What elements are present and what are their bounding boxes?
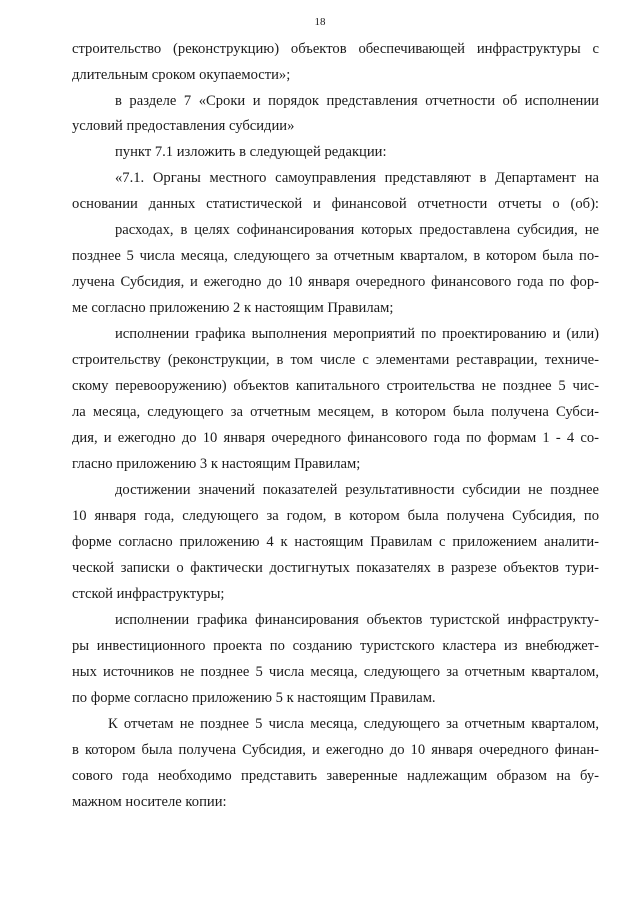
text-line: ла месяца, следующего за отчетным месяцем, в котором была получена Субси- bbox=[72, 404, 599, 420]
text-line: строительство (реконструкцию) объектов обеспечивающей инфраструктуры с bbox=[72, 41, 599, 57]
text-line: в разделе 7 «Сроки и порядок представления отчетности об исполнении bbox=[115, 93, 599, 109]
text-line: скому перевооружению) объектов капитального строительства не позднее 5 чис- bbox=[72, 378, 599, 394]
page-number: 18 bbox=[314, 16, 326, 28]
text-line: в котором была получена Субсидия, и ежегодно до 10 января очередного финан- bbox=[72, 742, 599, 758]
text-line: форме согласно приложению 4 к настоящим Правилам с приложением аналити- bbox=[72, 534, 599, 550]
text-line: позднее 5 числа месяца, следующего за отчетным кварталом, в котором была по- bbox=[72, 248, 599, 264]
text-line: гласно приложению 3 к настоящим Правилам; bbox=[72, 456, 361, 472]
text-line: расходах, в целях софинансирования которых предоставлена субсидия, не bbox=[115, 222, 599, 238]
text-line: исполнении графика выполнения мероприятий по проектированию и (или) bbox=[115, 326, 599, 342]
text-line: мажном носителе копии: bbox=[72, 794, 227, 810]
text-line: достижении значений показателей результативности субсидии не позднее bbox=[115, 482, 599, 498]
text-line: ных источников не позднее 5 числа месяца, следующего за отчетным кварталом, bbox=[72, 664, 599, 680]
text-line: ры инвестиционного проекта по созданию туристского кластера из внебюджет- bbox=[72, 638, 599, 654]
text-line: «7.1. Органы местного самоуправления представляют в Департамент на bbox=[115, 170, 599, 186]
text-line: условий предоставления субсидии» bbox=[72, 118, 295, 134]
text-line: строительству (реконструкции, в том числе с элементами реставрации, техниче- bbox=[72, 352, 599, 368]
text-line: ме согласно приложению 2 к настоящим Правилам; bbox=[72, 300, 394, 316]
text-line: стской инфраструктуры; bbox=[72, 586, 225, 602]
text-line: длительным сроком окупаемости»; bbox=[72, 67, 291, 83]
text-line: сового года необходимо представить заверенные надлежащим образом на бу- bbox=[72, 768, 599, 784]
text-line: основании данных статистической и финансовой отчетности отчеты о (об): bbox=[72, 196, 599, 212]
text-line: ческой записки о фактически достигнутых показателях в разрезе объектов тури- bbox=[72, 560, 599, 576]
text-line: 10 января года, следующего за годом, в котором была получена Субсидия, по bbox=[72, 508, 599, 524]
text-line: исполнении графика финансирования объектов туристской инфраструкту- bbox=[115, 612, 599, 628]
text-line: К отчетам не позднее 5 числа месяца, следующего за отчетным кварталом, bbox=[108, 716, 599, 732]
text-line: по форме согласно приложению 5 к настоящим Правилам. bbox=[72, 690, 436, 706]
text-line: дия, и ежегодно до 10 января очередного финансового года по формам 1 - 4 со- bbox=[72, 430, 599, 446]
text-line: лучена Субсидия, и ежегодно до 10 января очередного финансового года по фор- bbox=[72, 274, 599, 290]
text-line: пункт 7.1 изложить в следующей редакции: bbox=[115, 144, 387, 160]
